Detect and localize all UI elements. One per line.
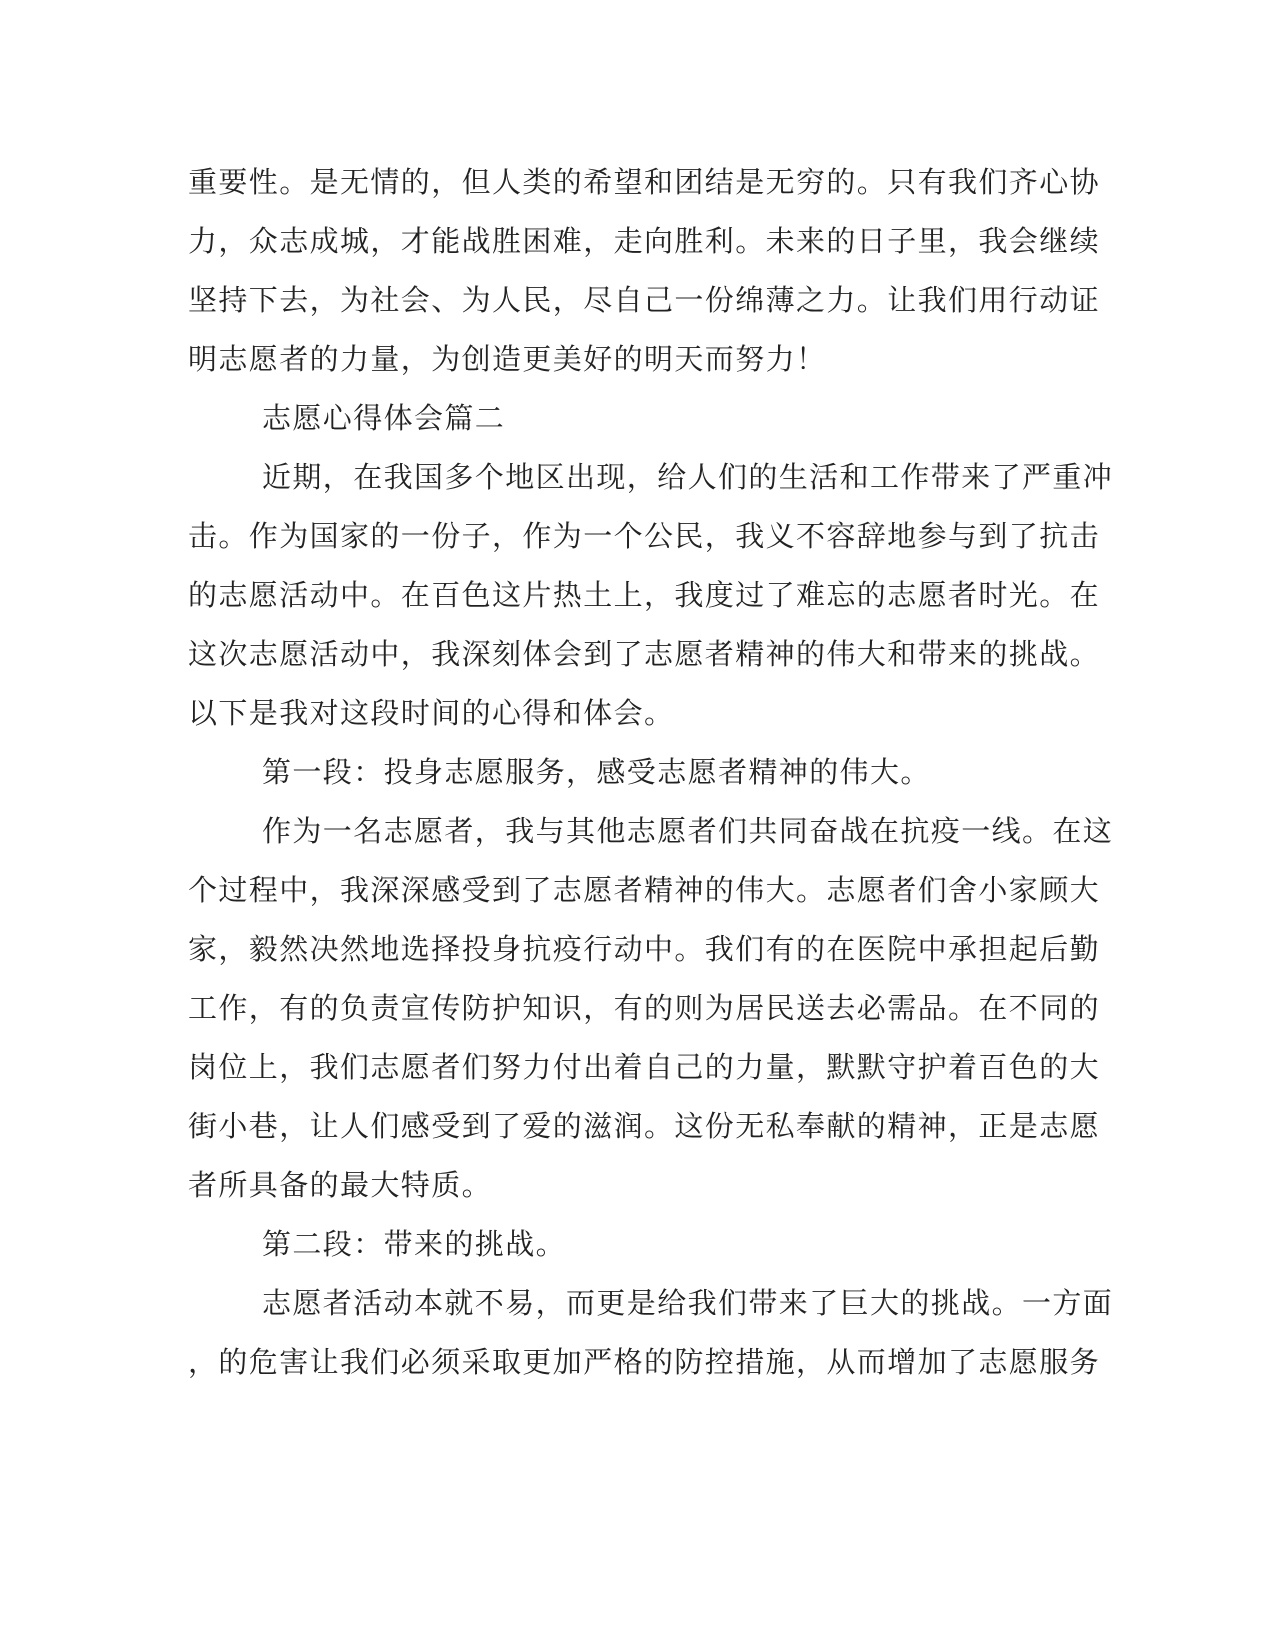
text-line: 志愿者活动本就不易，而更是给我们带来了巨大的挑战。一方面 — [262, 1286, 1114, 1320]
text-line: 工作，有的负责宣传防护知识，有的则为居民送去必需品。在不同的 — [188, 991, 1101, 1025]
text-line: 明志愿者的力量，为创造更美好的明天而努力！ — [188, 342, 827, 376]
text-line: 者所具备的最大特质。 — [188, 1168, 493, 1202]
text-line: ，的危害让我们必须采取更加严格的防控措施，从而增加了志愿服务 — [188, 1345, 1101, 1379]
text-line: 家，毅然决然地选择投身抗疫行动中。我们有的在医院中承担起后勤 — [188, 932, 1101, 966]
text-line: 近期，在我国多个地区出现，给人们的生活和工作带来了严重冲 — [262, 460, 1114, 494]
section-heading: 第二段：带来的挑战。 — [262, 1227, 567, 1261]
section-heading: 志愿心得体会篇二 — [262, 401, 506, 435]
text-line: 以下是我对这段时间的心得和体会。 — [188, 696, 675, 730]
text-line: 坚持下去，为社会、为人民，尽自己一份绵薄之力。让我们用行动证 — [188, 283, 1101, 317]
text-line: 这次志愿活动中，我深刻体会到了志愿者精神的伟大和带来的挑战。 — [188, 637, 1101, 671]
text-line: 力，众志成城，才能战胜困难，走向胜利。未来的日子里，我会继续 — [188, 224, 1101, 258]
text-line: 作为一名志愿者，我与其他志愿者们共同奋战在抗疫一线。在这 — [262, 814, 1114, 848]
text-line: 重要性。是无情的，但人类的希望和团结是无穷的。只有我们齐心协 — [188, 165, 1101, 199]
text-line: 个过程中，我深深感受到了志愿者精神的伟大。志愿者们舍小家顾大 — [188, 873, 1101, 907]
text-line: 击。作为国家的一份子，作为一个公民，我义不容辞地参与到了抗击 — [188, 519, 1101, 553]
text-line: 街小巷，让人们感受到了爱的滋润。这份无私奉献的精神，正是志愿 — [188, 1109, 1101, 1143]
text-line: 的志愿活动中。在百色这片热土上，我度过了难忘的志愿者时光。在 — [188, 578, 1101, 612]
text-line: 岗位上，我们志愿者们努力付出着自己的力量，默默守护着百色的大 — [188, 1050, 1101, 1084]
section-heading: 第一段：投身志愿服务，感受志愿者精神的伟大。 — [262, 755, 931, 789]
